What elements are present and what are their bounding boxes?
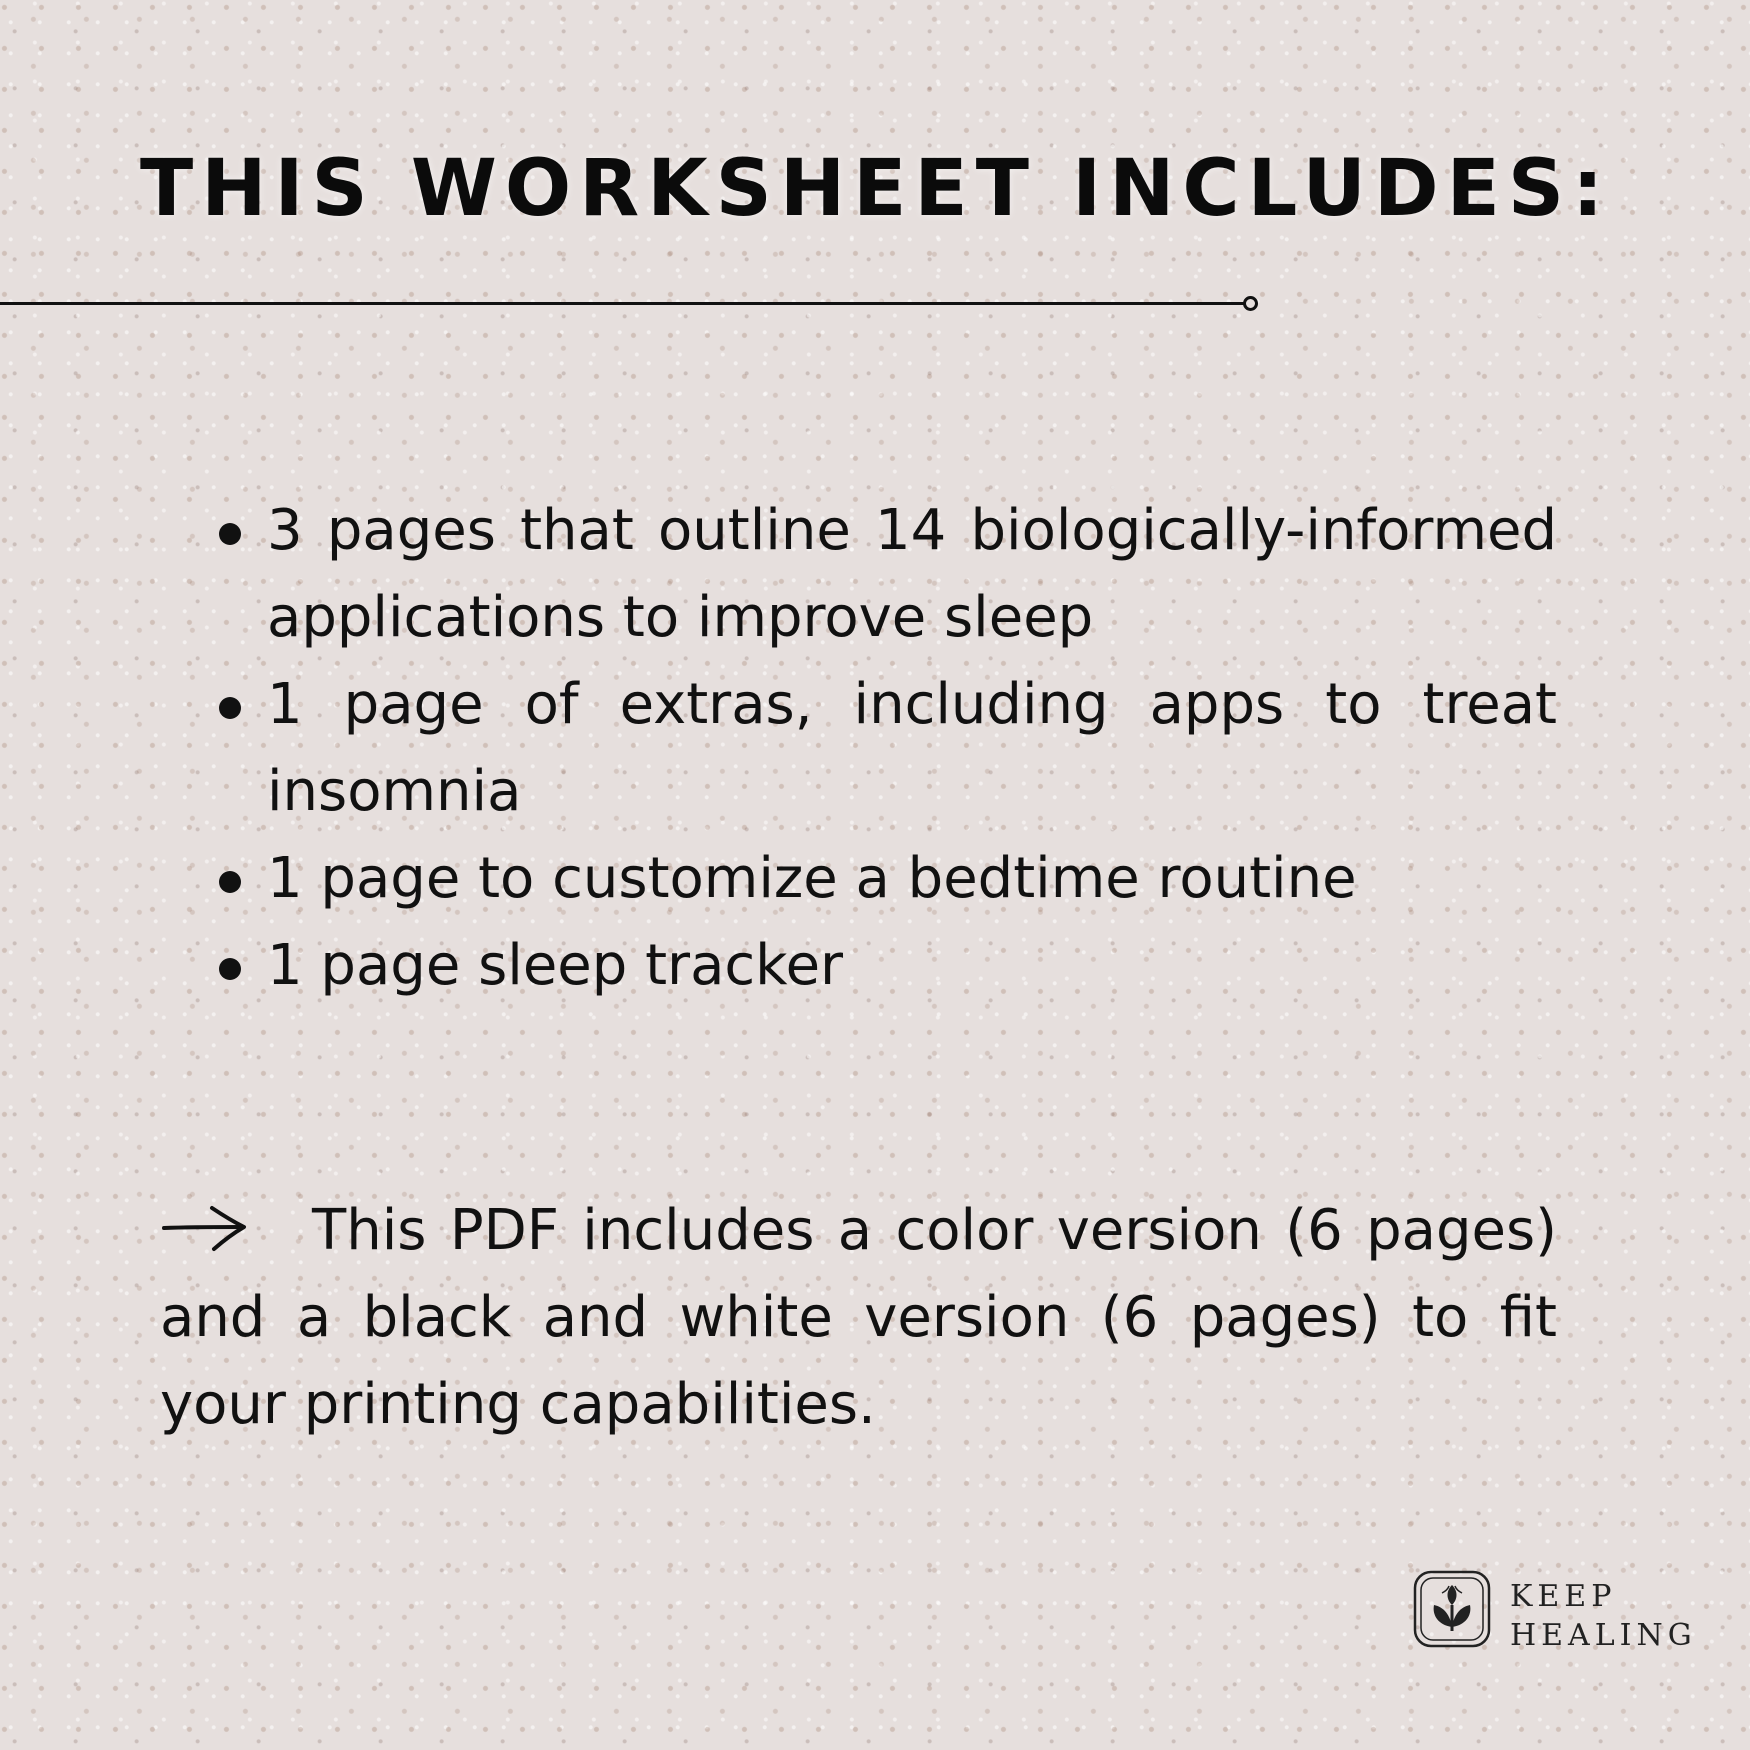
pdf-note-text: This PDF includes a color version (6 pages) and a black and white version (6 pages) to fit your printing capabilities. bbox=[160, 1198, 1557, 1437]
page-title: THIS WORKSHEET INCLUDES: bbox=[140, 144, 1612, 234]
bullet-dot-icon bbox=[219, 523, 241, 545]
list-item bbox=[215, 835, 1557, 922]
keep-healing-logo bbox=[1412, 1569, 1697, 1653]
list-item-text: 3 pages that outline 14 biologically-informed applications to improve sleep bbox=[267, 498, 1557, 650]
list-item bbox=[215, 661, 1557, 835]
bullet-dot-icon bbox=[219, 697, 241, 719]
divider-end-dot bbox=[1243, 296, 1258, 311]
bullet-dot-icon bbox=[219, 958, 241, 980]
list-item-text: 1 page of extras, including apps to treat insomnia bbox=[267, 672, 1557, 824]
list-item-text: 1 page sleep tracker bbox=[267, 933, 844, 998]
includes-list bbox=[215, 487, 1557, 1009]
list-item bbox=[215, 487, 1557, 661]
divider-line bbox=[0, 302, 1246, 305]
bullet-dot-icon bbox=[219, 871, 241, 893]
right-arrow-icon bbox=[160, 1202, 250, 1252]
pdf-note bbox=[160, 1187, 1557, 1448]
list-item-text: 1 page to customize a bedtime routine bbox=[267, 846, 1357, 911]
leaf-sprout-icon bbox=[1412, 1569, 1492, 1649]
logo-line-keep: KEEP bbox=[1510, 1579, 1617, 1614]
logo-wordmark bbox=[1510, 1577, 1697, 1655]
logo-line-healing: HEALING bbox=[1510, 1618, 1697, 1653]
list-item bbox=[215, 922, 1557, 1009]
